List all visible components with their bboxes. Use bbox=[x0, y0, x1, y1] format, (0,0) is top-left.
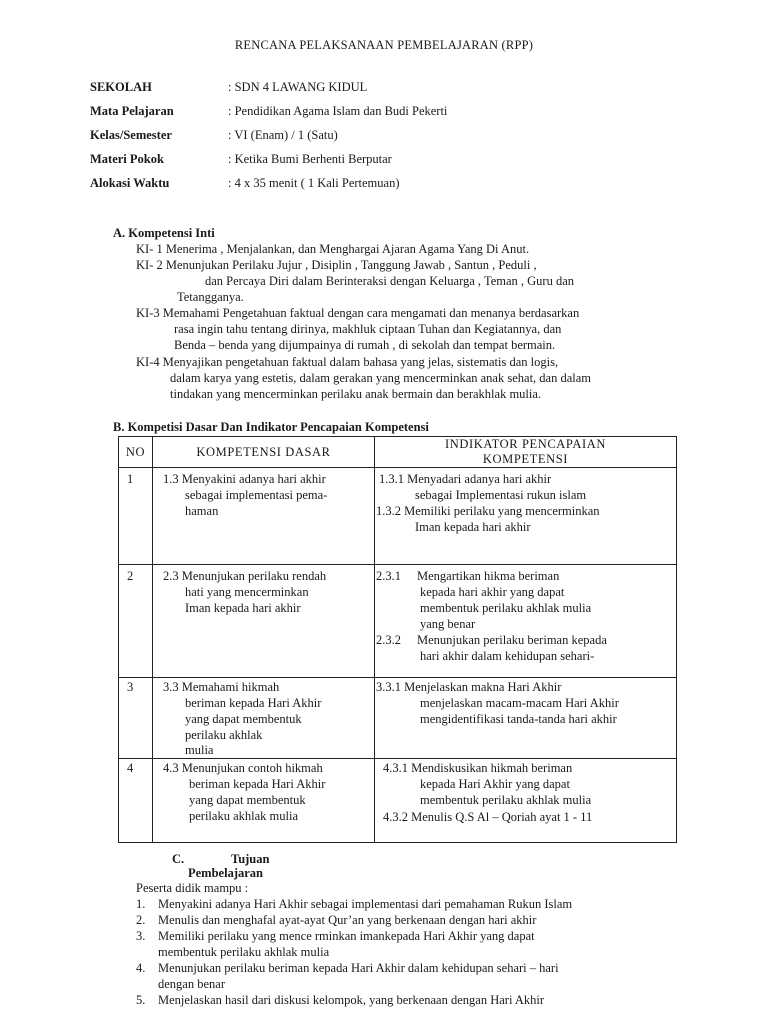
ki-line: Tetangganya. bbox=[177, 290, 244, 304]
table-row bbox=[119, 565, 677, 678]
ind-line: 2.3.2 bbox=[376, 633, 401, 647]
identity-value-sekolah: : SDN 4 LAWANG KIDUL bbox=[228, 80, 368, 94]
kd-line: perilaku akhlak bbox=[185, 728, 263, 742]
row-no-value: 3 bbox=[127, 680, 134, 694]
identity-value-materi: : Ketika Bumi Berhenti Berputar bbox=[228, 152, 392, 166]
ki-line: KI-4 Menyajikan pengetahuan faktual dalam bahasa yang jelas, sistematis dan logis, bbox=[136, 355, 559, 369]
list-item-number: 3. bbox=[136, 929, 146, 943]
row-no-value: 4 bbox=[127, 761, 134, 775]
identity-label-kelas: Kelas/Semester bbox=[90, 128, 172, 142]
identity-label-mapel: Mata Pelajaran bbox=[90, 104, 174, 118]
row-no bbox=[119, 678, 153, 759]
list-item-number: 1. bbox=[136, 897, 146, 911]
header-kd-label: KOMPETENSI DASAR bbox=[196, 445, 331, 459]
ind-line: Iman kepada hari akhir bbox=[415, 520, 531, 534]
ind-line: sebagai Implementasi rukun islam bbox=[415, 488, 587, 502]
list-item-text: Menjelaskan hasil dari diskusi kelompok, yang berkenaan dengan Hari Akhir bbox=[158, 993, 545, 1007]
kd-line: mulia bbox=[185, 743, 214, 757]
row-kd bbox=[153, 565, 375, 678]
kd-line: yang dapat membentuk bbox=[189, 793, 306, 807]
ind-line: 4.3.2 Menulis Q.S Al – Qoriah ayat 1 - 11 bbox=[383, 810, 593, 824]
row-no bbox=[119, 565, 153, 678]
ki-line: KI- 1 Menerima , Menjalankan, dan Menghargai Ajaran Agama Yang Di Anut. bbox=[136, 242, 530, 256]
row-kd bbox=[153, 468, 375, 565]
kd-line: 1.3 Menyakini adanya hari akhir bbox=[163, 472, 326, 486]
kd-line: beriman kepada Hari Akhir bbox=[189, 777, 326, 791]
section-c-letter: C. bbox=[172, 852, 185, 866]
identity-label-alokasi: Alokasi Waktu bbox=[90, 176, 170, 190]
identity-value-kelas: : VI (Enam) / 1 (Satu) bbox=[228, 128, 338, 142]
row-indikator bbox=[375, 759, 677, 843]
header-no-label: NO bbox=[125, 445, 146, 459]
section-b-heading: B. Kompetisi Dasar Dan Indikator Pencapaian Kompetensi bbox=[113, 420, 429, 434]
competency-table bbox=[118, 436, 677, 843]
row-no-value: 2 bbox=[127, 569, 134, 583]
list-item-text: membentuk perilaku akhlak mulia bbox=[158, 945, 330, 959]
ind-line: 2.3.1 bbox=[376, 569, 401, 583]
list-item-text: dengan benar bbox=[158, 977, 225, 991]
ki-line: KI-3 Memahami Pengetahuan faktual dengan cara mengamati dan menanya berdasarkan bbox=[136, 306, 580, 320]
ind-line: menjelaskan macam-macam Hari Akhir bbox=[420, 696, 619, 710]
ki-line: dalam karya yang estetis, dalam gerakan yang mencerminkan anak sehat, dan dalam bbox=[170, 371, 592, 385]
list-item-text: Menulis dan menghafal ayat-ayat Qur’an yang berkenaan dengan hari akhir bbox=[158, 913, 537, 927]
ind-line: yang benar bbox=[420, 617, 476, 631]
ind-line: Menunjukan perilaku beriman kepada bbox=[417, 633, 607, 647]
row-kd bbox=[153, 678, 375, 759]
table-row bbox=[119, 468, 677, 565]
identity-label-materi: Materi Pokok bbox=[90, 152, 164, 166]
kd-line: perilaku akhlak mulia bbox=[189, 809, 298, 823]
header-no bbox=[119, 437, 153, 468]
ind-line: 3.3.1 Menjelaskan makna Hari Akhir bbox=[376, 680, 562, 694]
ind-line: membentuk perilaku akhlak mulia bbox=[420, 601, 592, 615]
header-kd bbox=[153, 437, 375, 468]
ind-line: 4.3.1 Mendiskusikan hikmah beriman bbox=[383, 761, 573, 775]
kd-line: 3.3 Memahami hikmah bbox=[163, 680, 280, 694]
kd-line: beriman kepada Hari Akhir bbox=[185, 696, 322, 710]
ind-line: 1.3.2 Memiliki perilaku yang mencerminkan bbox=[376, 504, 600, 518]
kd-line: yang dapat membentuk bbox=[185, 712, 302, 726]
kd-line: 2.3 Menunjukan perilaku rendah bbox=[163, 569, 327, 583]
ind-line: 1.3.1 Menyadari adanya hari akhir bbox=[379, 472, 552, 486]
identity-value-mapel: : Pendidikan Agama Islam dan Budi Pekerti bbox=[228, 104, 448, 118]
ki-line: rasa ingin tahu tentang dirinya, makhluk ciptaan Tuhan dan Kegiatannya, dan bbox=[174, 322, 562, 336]
list-item-text: Memiliki perilaku yang mence rminkan imankepada Hari Akhir yang dapat bbox=[158, 929, 535, 943]
ki-line: Benda – benda yang dijumpainya di rumah , di sekolah dan tempat bermain. bbox=[174, 338, 556, 352]
ind-line: mengidentifikasi tanda-tanda hari akhir bbox=[420, 712, 617, 726]
ind-line: Mengartikan hikma beriman bbox=[417, 569, 560, 583]
table-row bbox=[119, 678, 677, 759]
row-indikator bbox=[375, 678, 677, 759]
row-indikator bbox=[375, 468, 677, 565]
row-indikator bbox=[375, 565, 677, 678]
identity-value-alokasi: : 4 x 35 menit ( 1 Kali Pertemuan) bbox=[228, 176, 400, 190]
ind-line: kepada hari akhir yang dapat bbox=[420, 585, 565, 599]
header-indikator-line1: INDIKATOR PENCAPAIAN bbox=[445, 437, 606, 451]
ki-line: dan Percaya Diri dalam Berinteraksi dengan Keluarga , Teman , Guru dan bbox=[205, 274, 575, 288]
kd-line: haman bbox=[185, 504, 219, 518]
kd-line: hati yang mencerminkan bbox=[185, 585, 309, 599]
kd-line: Iman kepada hari akhir bbox=[185, 601, 301, 615]
header-indikator-line2: KOMPETENSI bbox=[482, 452, 569, 466]
identity-label-sekolah: SEKOLAH bbox=[90, 80, 152, 94]
list-item-number: 5. bbox=[136, 993, 146, 1007]
list-item-text: Menunjukan perilaku beriman kepada Hari Akhir dalam kehidupan sehari – hari bbox=[158, 961, 559, 975]
ind-line: hari akhir dalam kehidupan sehari- bbox=[420, 649, 595, 663]
list-item-number: 4. bbox=[136, 961, 146, 975]
section-c-heading-line1: Tujuan bbox=[231, 852, 270, 866]
row-kd bbox=[153, 759, 375, 843]
kd-line: sebagai implementasi pema- bbox=[185, 488, 328, 502]
ind-line: kepada Hari Akhir yang dapat bbox=[420, 777, 570, 791]
kd-line: 4.3 Menunjukan contoh hikmah bbox=[163, 761, 323, 775]
section-c-heading-line2: Pembelajaran bbox=[188, 866, 263, 880]
row-no bbox=[119, 468, 153, 565]
list-item-text: Menyakini adanya Hari Akhir sebagai implementasi dari pemahaman Rukun Islam bbox=[158, 897, 573, 911]
table-row bbox=[119, 759, 677, 843]
table-header-row bbox=[119, 437, 677, 468]
ki-line: tindakan yang mencerminkan perilaku anak bermain dan berakhlak mulia. bbox=[170, 387, 542, 401]
row-no-value: 1 bbox=[127, 472, 134, 486]
section-c-intro: Peserta didik mampu : bbox=[136, 881, 249, 895]
row-no bbox=[119, 759, 153, 843]
header-indikator bbox=[375, 437, 677, 468]
document-title: RENCANA PELAKSANAAN PEMBELAJARAN (RPP) bbox=[234, 38, 534, 52]
ki-line: KI- 2 Menunjukan Perilaku Jujur , Disiplin , Tanggung Jawab , Santun , Peduli , bbox=[136, 258, 537, 272]
ind-line: membentuk perilaku akhlak mulia bbox=[420, 793, 592, 807]
list-item-number: 2. bbox=[136, 913, 146, 927]
section-a-heading: A. Kompetensi Inti bbox=[113, 226, 215, 240]
